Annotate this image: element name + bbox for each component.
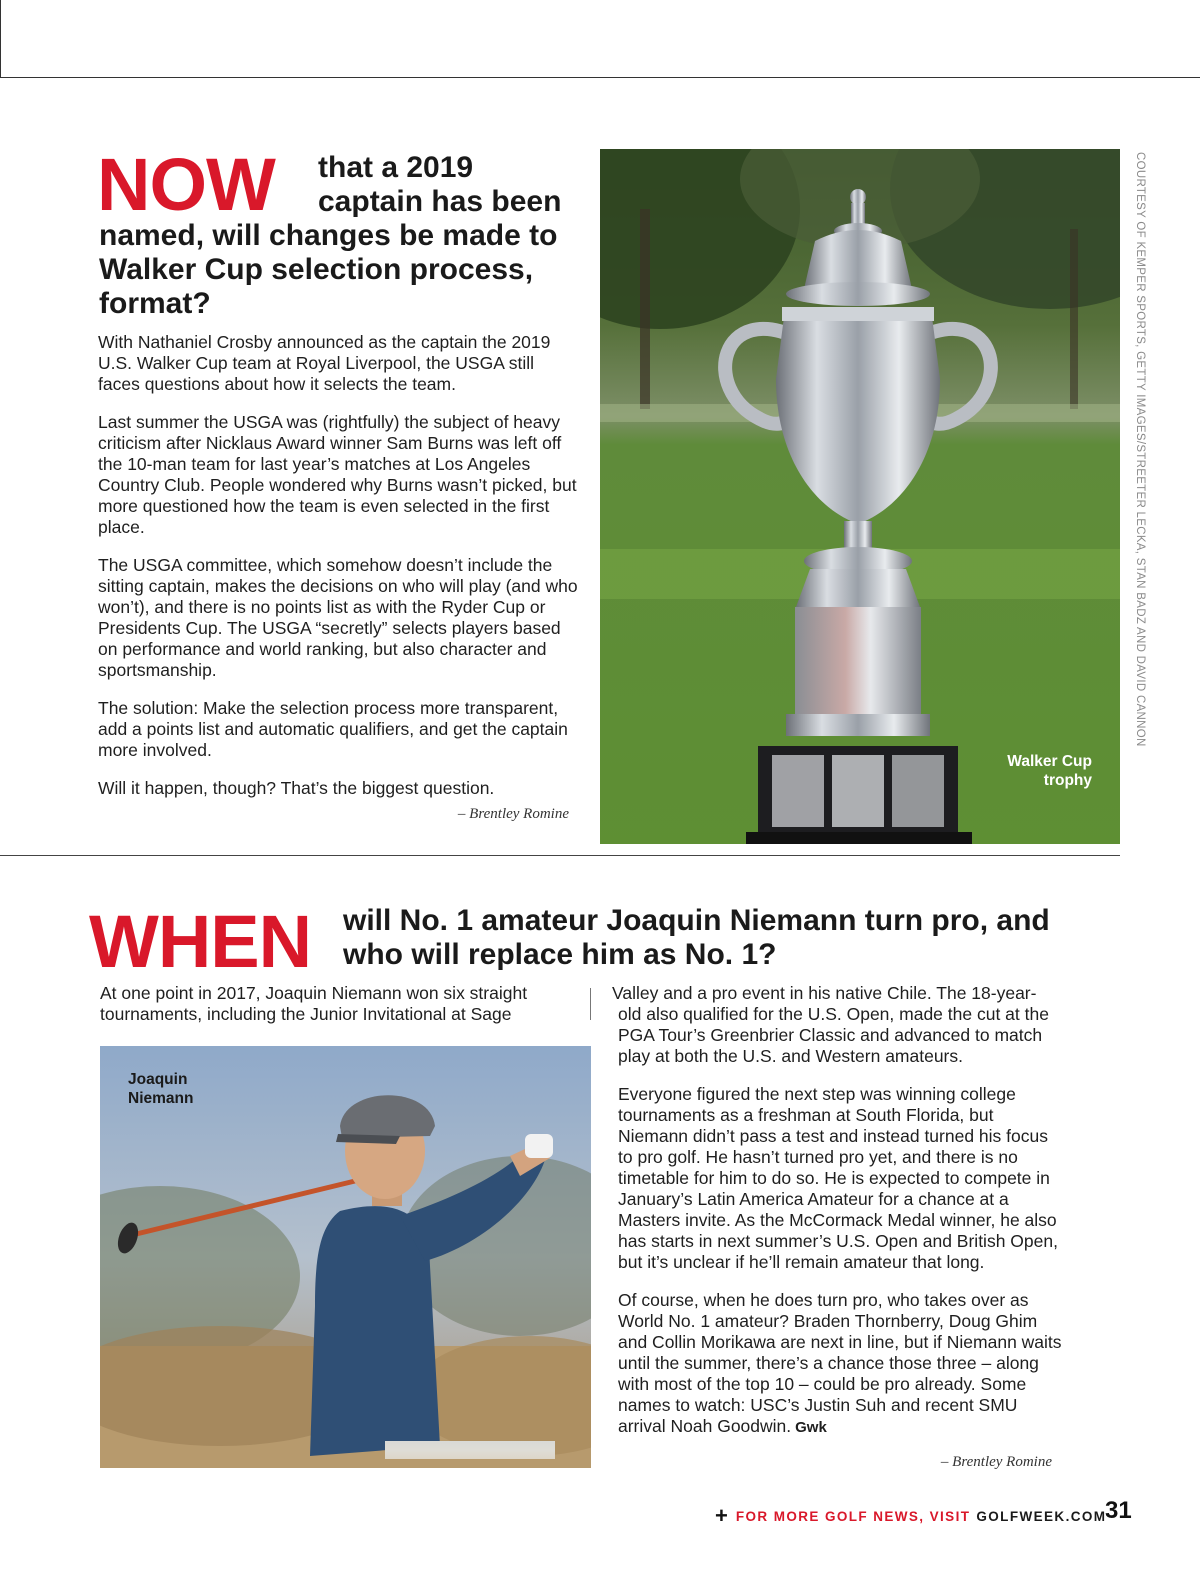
golfer-illustration (100, 1046, 591, 1468)
now-paragraph-5: Will it happen, though? That’s the biggest question. (98, 778, 495, 798)
now-headline-continued: named, will changes be made to Walker Cup selection process, format? (99, 219, 558, 320)
plus-icon: + (715, 1503, 728, 1528)
trophy-photo-caption: Walker Cup trophy (1007, 753, 1092, 789)
when-byline: – Brentley Romine (940, 1454, 1052, 1470)
now-headline-right: that a 2019 captain has been (318, 151, 562, 218)
now-byline: – Brentley Romine (457, 806, 569, 822)
now-article-body (98, 332, 578, 816)
when-col2-first-line: Valley and a pro event in his native Chile. The 18-year- (612, 983, 1037, 1003)
now-paragraph-4: The solution: Make the selection process more transparent, add a points list and automatic qualifiers, and get the captain more involved. (98, 698, 568, 760)
footer-site-link[interactable]: GOLFWEEK.COM (976, 1508, 1107, 1524)
section-divider (0, 855, 1120, 856)
when-heading-word: WHEN (89, 900, 312, 983)
gwk-end-mark: Gwk (795, 1419, 827, 1436)
footer-promo-text: FOR MORE GOLF NEWS, VISIT (735, 1508, 971, 1524)
now-paragraph-1: With Nathaniel Crosby announced as the captain the 2019 U.S. Walker Cup team at Royal Liverpool, the USGA still faces questions about how it selects the team. (98, 332, 551, 394)
top-left-frame-line (0, 0, 1, 78)
when-paragraph-2-text: Of course, when he does turn pro, who takes over as World No. 1 amateur? Braden Thornberry, Doug Ghim and Collin Morikawa are next in line, but if Niemann waits until the summer, there’s a chance those three – along with most of the top 10 – could be pro already. Some names to watch: USC’s Justin Suh and recent SMU arrival Noah Goodwin. (618, 1290, 1062, 1436)
trophy-illustration (600, 149, 1120, 853)
now-paragraph-2: Last summer the USGA was (rightfully) the subject of heavy criticism after Nicklaus Award winner Sam Burns was left off the 10-man team for last year’s matches at Los Angeles Country Club. People wondered why Burns wasn’t picked, but more questioned how the team is even selected in the first place. (98, 412, 577, 537)
when-paragraph-2 (612, 1290, 1062, 1438)
when-column-1-text: At one point in 2017, Joaquin Niemann won six straight tournaments, including the Junior Invitational at Sage (100, 983, 528, 1024)
walker-cup-trophy-photo (600, 149, 1120, 853)
footer-promo (715, 1501, 1106, 1531)
when-col2-continued: old also qualified for the U.S. Open, made the cut at the PGA Tour’s Greenbrier Classic and advanced to match play at both the U.S. and Western amateurs. (618, 1004, 1049, 1066)
golfer-photo-caption: Joaquin Niemann (128, 1071, 194, 1107)
now-paragraph-3: The USGA committee, which somehow doesn’t include the sitting captain, makes the decisions on who will play (and who won’t), and there is no points list as with the Ryder Cup or Presidents Cup. The USGA “secretly” selects players based on performance and world ranking, but also character and sportsmanship. (98, 555, 578, 680)
photo-credit: COURTESY OF KEMPER SPORTS, GETTY IMAGES/STREETER LECKA, STAN BADZ AND DAVID CANNON (1134, 152, 1146, 747)
when-headline: will No. 1 amateur Joaquin Niemann turn pro, and who will replace him as No. 1? (343, 904, 1050, 971)
when-paragraph-1: Everyone figured the next step was winning college tournaments as a freshman at South Florida, but Niemann didn’t pass a test and instead turned his focus to pro golf. He hasn’t turned pro yet, and there is no timetable for him to do so. He is expected to compete in January’s Latin America Amateur for a chance at a Masters invite. As the McCormack Medal winner, he also has starts in next summer’s U.S. Open and British Open, but it’s unclear if he’ll remain amateur that long. (618, 1084, 1058, 1272)
top-frame-line (0, 77, 1200, 78)
page-number: 31 (1105, 1497, 1132, 1524)
joaquin-niemann-photo (100, 1046, 591, 1468)
now-heading-word: NOW (97, 143, 275, 226)
column-divider (590, 988, 591, 1020)
when-column-2 (612, 983, 1062, 1455)
